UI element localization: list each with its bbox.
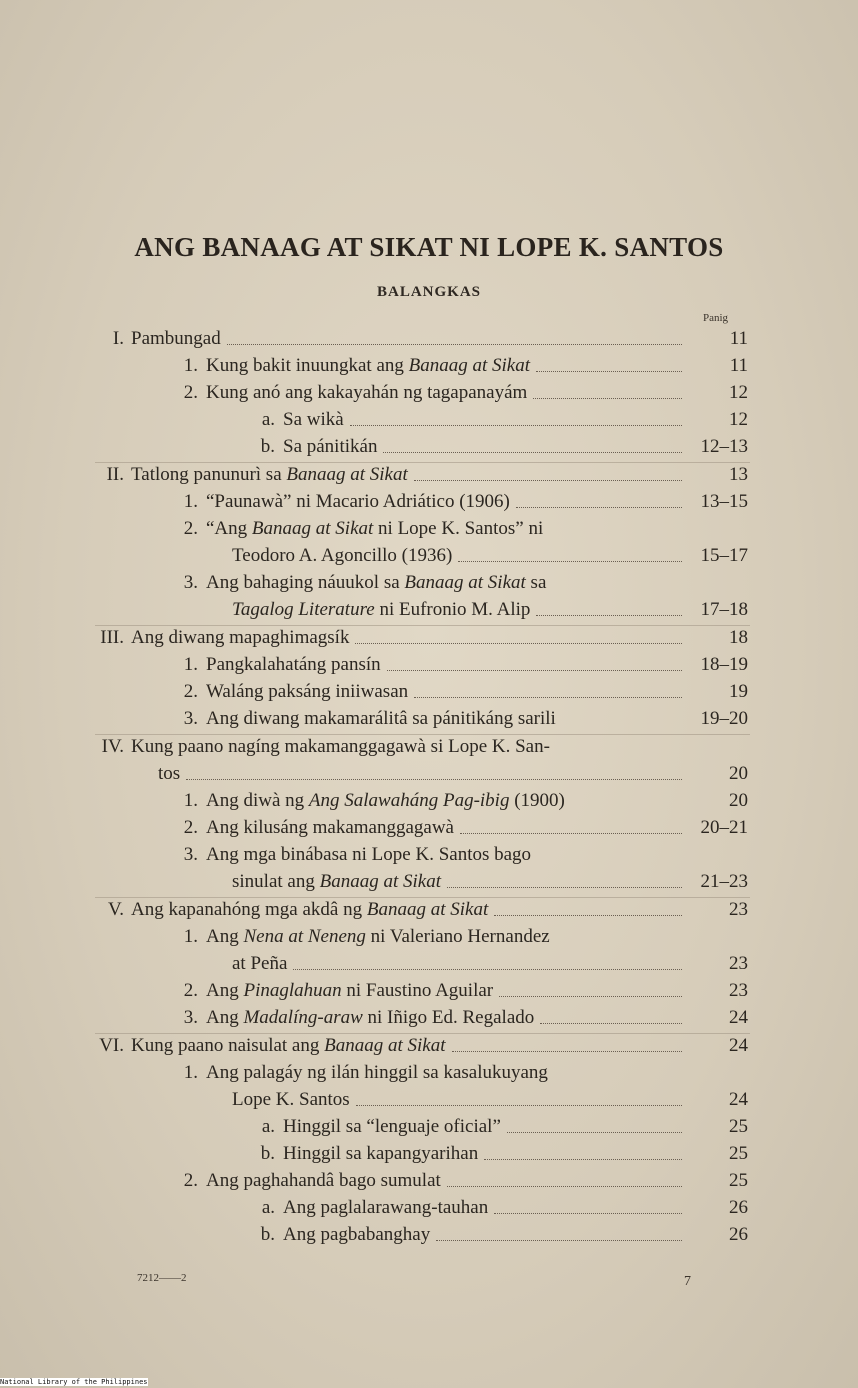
toc-entry-number: 3. [183,708,198,729]
toc-entry [0,382,748,408]
toc-entry [0,736,748,762]
toc-entry-text: Ang paghahandâ bago sumulat [206,1170,441,1191]
toc-entry-text: Ang Madalíng-araw ni Iñigo Ed. Regalado [206,1007,535,1028]
toc-entry [0,1116,748,1142]
toc-entry-page: 24 [729,1089,748,1110]
toc-entry-page: 11 [729,355,748,376]
section-divider [95,897,750,898]
toc-entry-text: Pambungad [131,328,221,349]
toc-entry-text: Kung paano naisulat ang Banaag at Sikat [131,1035,446,1056]
toc-entry-text: Kung bakit inuungkat ang Banaag at Sikat [206,355,531,376]
toc-entry [0,790,748,816]
toc-entry-page: 25 [729,1170,748,1191]
dot-leader [356,1104,682,1106]
toc-entry-number: 3. [183,844,198,865]
toc-entry-text: Ang Nena at Neneng ni Valeriano Hernandez [206,926,550,947]
toc-entry-page: 24 [729,1035,748,1056]
toc-entry-text: Ang mga binábasa ni Lope K. Santos bago [206,844,532,865]
toc-entry-page: 23 [729,953,748,974]
toc-entry-number: 2. [183,518,198,539]
toc-entry-number: b. [260,1143,275,1164]
page-title: ANG BANAAG AT SIKAT NI LOPE K. SANTOS [134,232,724,262]
dot-leader [484,1158,682,1160]
toc-entry-text: Ang Pinaglahuan ni Faustino Aguilar [206,980,494,1001]
dot-leader [536,614,682,616]
toc-entry-page: 13 [729,464,748,485]
toc-entry-text: Hinggil sa kapangyarihan [283,1143,479,1164]
dot-leader [494,1212,682,1214]
toc-entry-text: Waláng paksáng iniiwasan [206,681,409,702]
toc-entry-number: 2. [183,1170,198,1191]
toc-entry [0,817,748,843]
toc-entry [0,627,748,653]
toc-entry [0,871,748,897]
toc-entry [0,980,748,1006]
dot-leader [293,968,682,970]
dot-leader [458,560,682,562]
toc-entry-text: Tatlong panunurì sa Banaag at Sikat [131,464,408,485]
toc-entry-page: 20 [729,763,748,784]
toc-entry [0,1062,748,1088]
toc-entry-number: 2. [183,382,198,403]
toc-entry-page: 12 [729,382,748,403]
toc-entry [0,328,748,354]
toc-entry-page: 11 [729,328,748,349]
toc-entry-text: Ang pagbabanghay [283,1224,431,1245]
toc-entry [0,355,748,381]
toc-entry-page: 20–21 [700,817,748,838]
toc-entry-text: Kung paano nagíng makamanggagawà si Lope K. San- [131,736,550,757]
toc-entry-page: 17–18 [700,599,748,620]
dot-leader [414,696,682,698]
toc-entry-number: b. [260,1224,275,1245]
dot-leader [499,995,682,997]
toc-entry-page: 26 [729,1197,748,1218]
toc-entry-text: Lope K. Santos [232,1089,350,1110]
toc-entry-text: Teodoro A. Agoncillo (1936) [232,545,453,566]
toc-entry [0,681,748,707]
toc-entry-page: 18 [729,627,748,648]
toc-entry-page: 21–23 [700,871,748,892]
dot-leader [436,1239,682,1241]
toc-entry [0,491,748,517]
panig-column-label: Panig [703,312,729,324]
toc-entry-page: 23 [729,899,748,920]
section-divider [95,1033,750,1034]
toc-entry-text: Tagalog Literature ni Eufronio M. Alip [232,599,531,620]
toc-entry-text: Ang paglalarawang-tauhan [283,1197,489,1218]
toc-entry-text: Sa pánitikán [283,436,378,457]
section-divider [95,462,750,463]
toc-entry-number: 1. [183,355,198,376]
toc-entry-number: I. [112,328,124,349]
dot-leader [355,642,682,644]
toc-entry-number: 3. [183,1007,198,1028]
toc-entry-number: 2. [183,980,198,1001]
toc-entry-number: VI. [99,1035,124,1056]
page-number: 7 [684,1274,691,1289]
toc-entry-number: 2. [183,681,198,702]
dot-leader [383,451,682,453]
toc-entry-page: 25 [729,1116,748,1137]
toc-entry-number: 1. [183,654,198,675]
toc-entry [0,409,748,435]
toc-entry [0,572,748,598]
toc-entry [0,545,748,571]
toc-entry-number: V. [107,899,124,920]
toc-entry [0,1224,748,1250]
dot-leader [350,424,682,426]
toc-entry [0,763,748,789]
toc-entry-number: 3. [183,572,198,593]
toc-entry-page: 25 [729,1143,748,1164]
library-credit: National Library of the Philippines [0,1378,148,1386]
dot-leader [460,832,682,834]
toc-entry-page: 26 [729,1224,748,1245]
toc-entry [0,899,748,925]
dot-leader [533,397,682,399]
toc-entry-page: 19 [729,681,748,702]
section-divider [95,625,750,626]
toc-entry [0,708,748,734]
toc-entry-page: 23 [729,980,748,1001]
toc-entry-text: Ang palagáy ng ilán hinggil sa kasalukuyang [206,1062,548,1083]
toc-entry-text: Ang diwang makamarálitâ sa pánitikáng sarili [206,708,556,729]
toc-entry-number: IV. [101,736,124,757]
toc-entry-number: III. [100,627,124,648]
toc-entry-text: tos [158,763,181,784]
toc-entry [0,1089,748,1115]
toc-entry-number: b. [260,436,275,457]
toc-entry [0,953,748,979]
dot-leader [186,778,682,780]
toc-entry-text: “Ang Banaag at Sikat ni Lope K. Santos” ni [206,518,544,539]
dot-leader [447,1185,682,1187]
toc-entry-number: 1. [183,926,198,947]
toc-entry-text: Sa wikà [283,409,344,430]
toc-entry [0,436,748,462]
toc-entry-number: 1. [183,790,198,811]
toc-entry [0,1197,748,1223]
dot-leader [414,479,682,481]
dot-leader [536,370,682,372]
toc-entry-number: II. [106,464,124,485]
toc-entry-text: at Peña [232,953,288,974]
toc-entry-text: Hinggil sa “lenguaje oficial” [283,1116,501,1137]
toc-entry [0,1007,748,1033]
dot-leader [494,914,682,916]
dot-leader [387,669,682,671]
toc-entry-page: 12–13 [700,436,748,457]
toc-entry [0,926,748,952]
toc-entry-page: 20 [729,790,748,811]
toc-entry-page: 13–15 [700,491,748,512]
toc-entry-text: “Paunawà” ni Macario Adriático (1906) [206,491,510,512]
toc-entry-number: a. [261,1116,275,1137]
toc-entry-page: 15–17 [700,545,748,566]
toc-entry [0,1143,748,1169]
dot-leader [507,1131,682,1133]
toc-entry-text: Ang bahaging náuukol sa Banaag at Sikat sa [206,572,547,593]
signature-mark: 7212——2 [137,1272,187,1284]
dot-leader [452,1050,682,1052]
dot-leader [540,1022,682,1024]
page-subtitle: BALANGKAS [376,284,482,300]
toc-entry-text: Ang kapanahóng mga akdâ ng Banaag at Sikat [131,899,489,920]
dot-leader [227,343,682,345]
toc-entry-page: 24 [729,1007,748,1028]
toc-entry-page: 19–20 [700,708,748,729]
dot-leader [516,506,682,508]
section-divider [95,734,750,735]
toc-entry-number: a. [261,1197,275,1218]
toc-entry [0,518,748,544]
toc-entry-text: Kung anó ang kakayahán ng tagapanayám [206,382,528,403]
toc-entry-text: sinulat ang Banaag at Sikat [232,871,441,892]
toc-entry-text: Ang kilusáng makamanggagawà [206,817,454,838]
toc-entry-text: Ang diwang mapaghimagsík [131,627,350,648]
toc-entry-text: Ang diwà ng Ang Salawaháng Pag-ibig (1900) [206,790,565,811]
toc-entry-page: 18–19 [700,654,748,675]
toc-entry-text: Pangkalahatáng pansín [206,654,381,675]
toc-entry [0,654,748,680]
toc-entry-number: 1. [183,1062,198,1083]
toc-entry [0,844,748,870]
toc-entry [0,464,748,490]
toc-entry [0,1035,748,1061]
toc-entry [0,1170,748,1196]
dot-leader [447,886,682,888]
toc-entry-page: 12 [729,409,748,430]
toc-entry [0,599,748,625]
toc-entry-number: a. [261,409,275,430]
toc-entry-number: 1. [183,491,198,512]
toc-entry-number: 2. [183,817,198,838]
